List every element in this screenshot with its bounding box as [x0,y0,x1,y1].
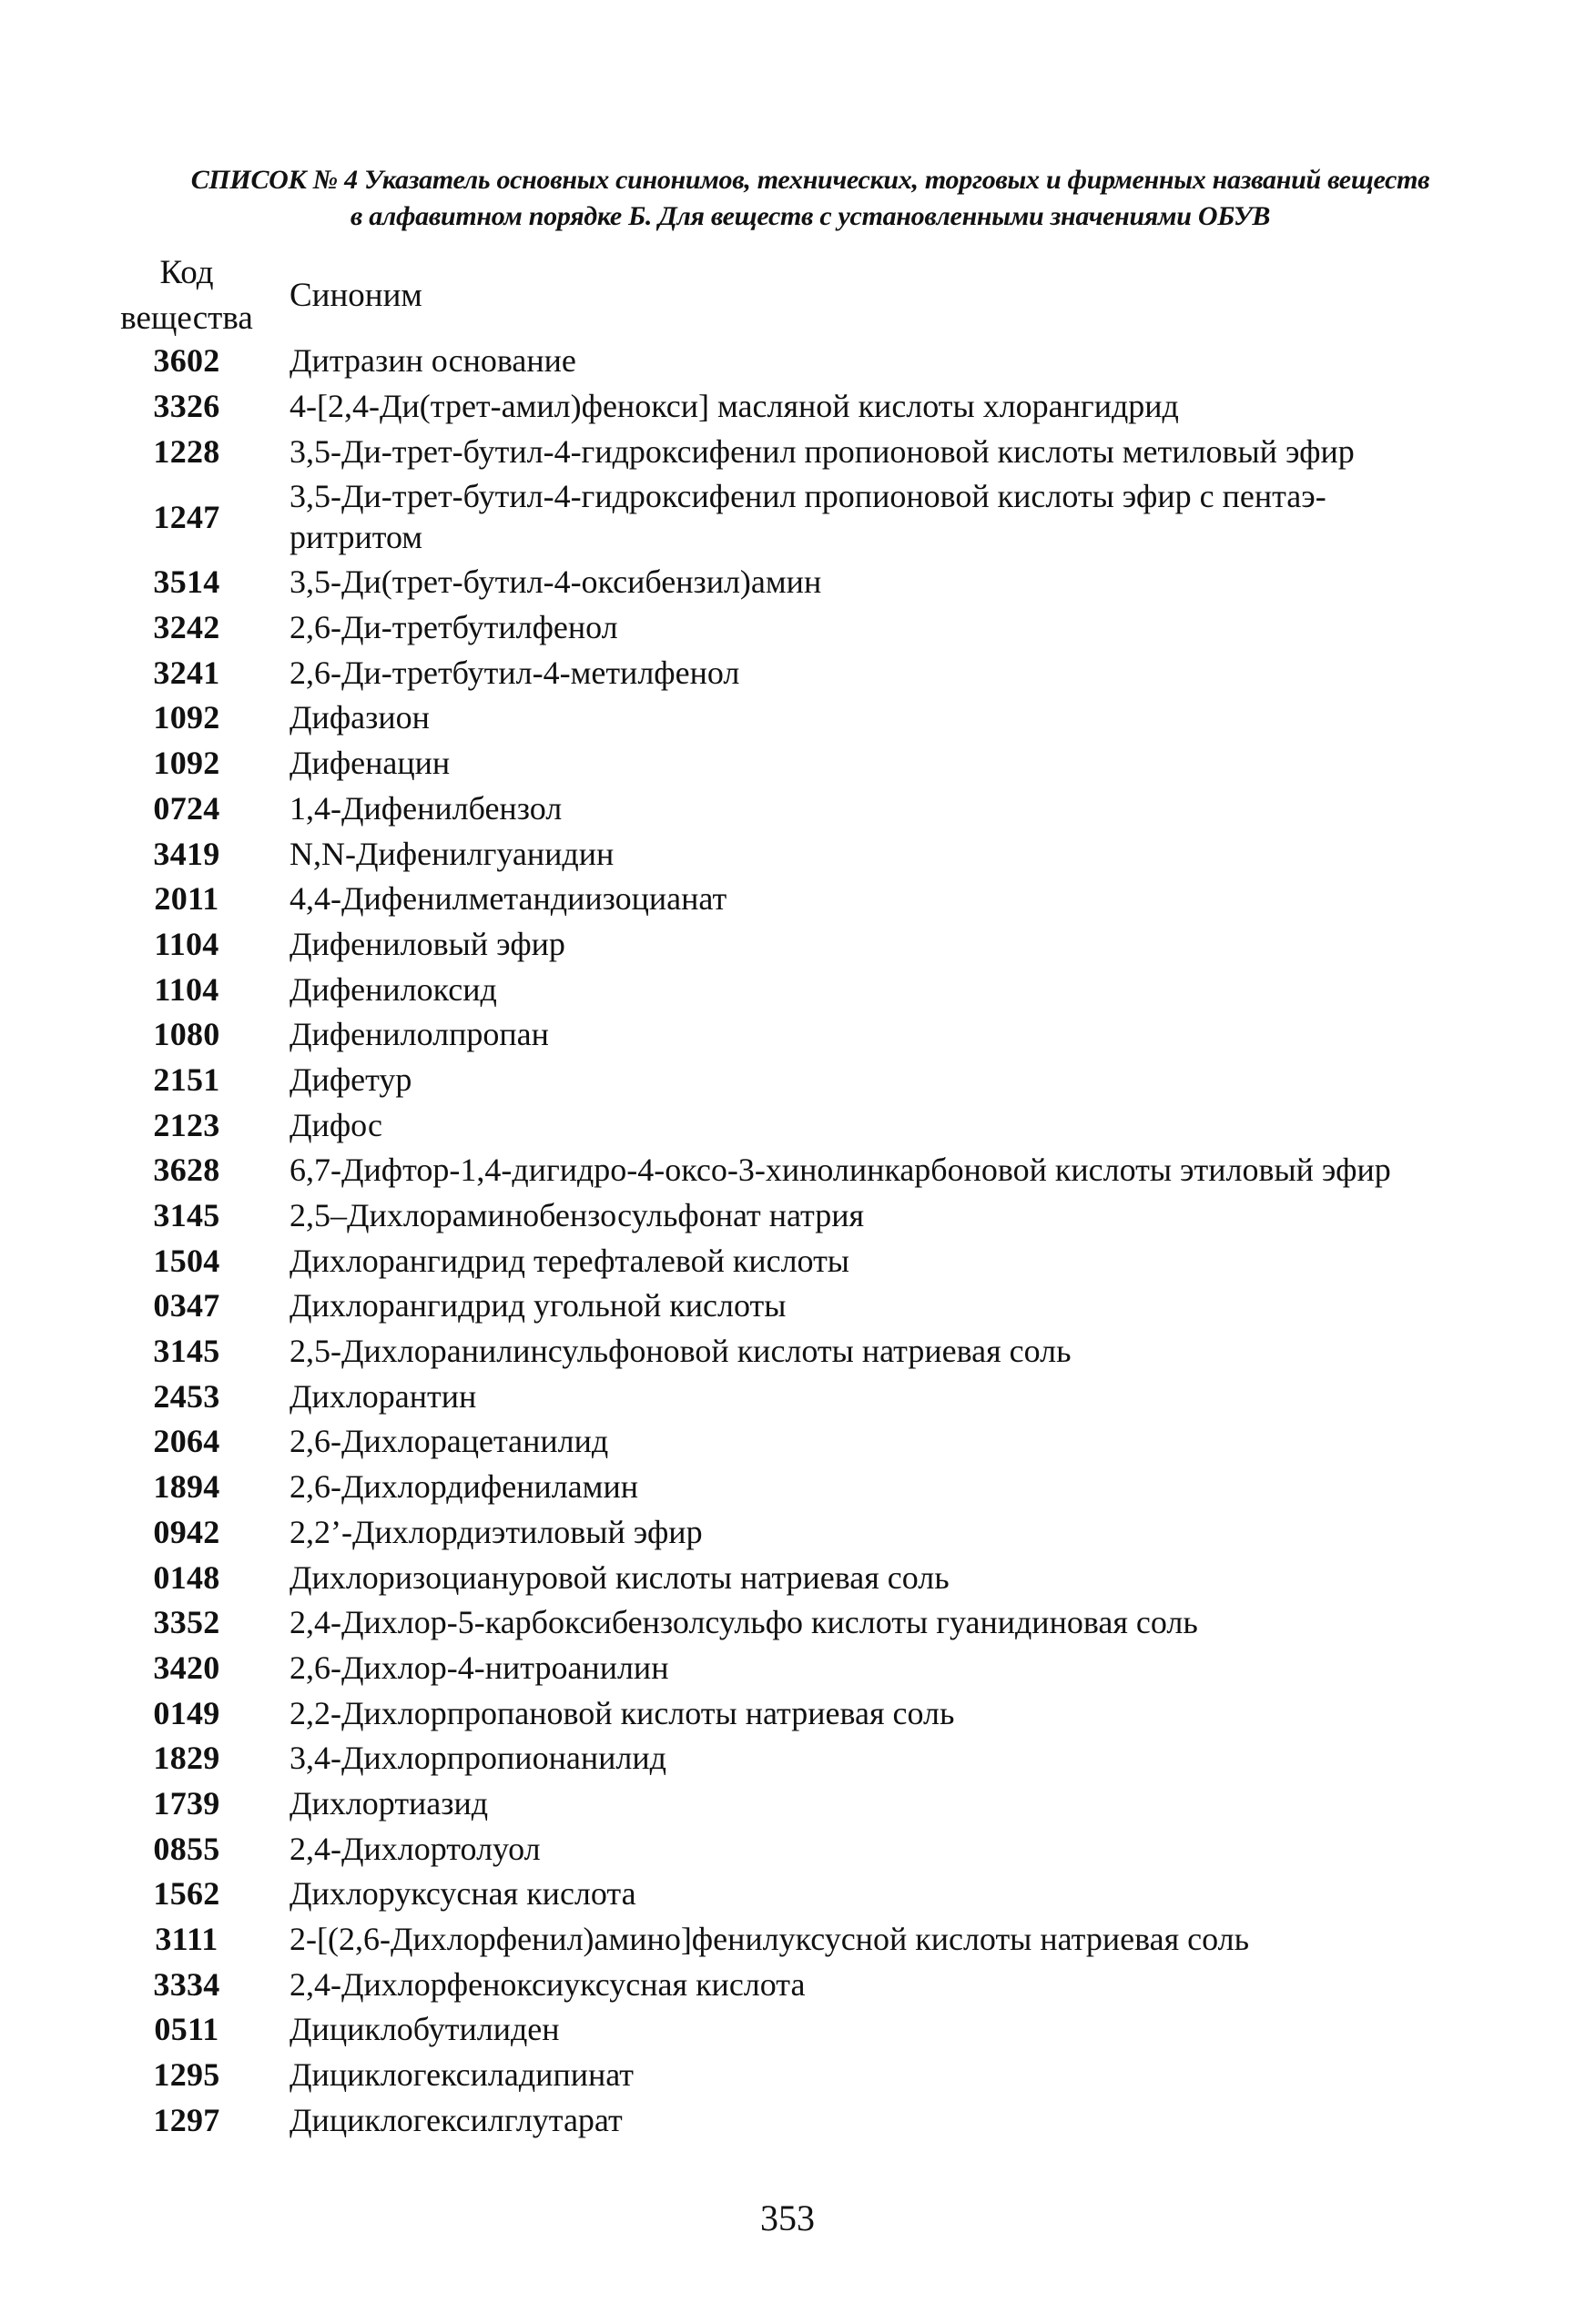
substance-code: 3242 [153,609,220,646]
synonym-text: Дихлорангидрид терефталевой кислоты [290,1242,849,1279]
substance-code: 1739 [153,1784,220,1822]
synonym-text: 2,6-Ди-третбутил-4-метилфенол [290,654,740,691]
table-row [109,1374,1438,1419]
substance-code: 1080 [153,1016,220,1053]
substance-code: 1562 [153,1875,220,1913]
substance-code: 1295 [153,2056,220,2094]
table-row [109,2097,1438,2143]
table-row [109,1826,1438,1872]
table-row [109,787,1438,832]
table-row [109,831,1438,877]
list-title [182,162,1438,235]
table-row [109,2007,1438,2053]
substance-code: 1894 [153,1468,220,1506]
substance-code: 1228 [153,432,220,470]
substance-code: 3334 [153,1965,220,2003]
table-row [109,1690,1438,1736]
substance-code: 0511 [154,2011,219,2048]
synonym-text: Дихлоруксусная кислота [290,1875,636,1913]
substance-code: 1829 [153,1740,220,1777]
table-row [109,967,1438,1012]
substance-code: 1092 [153,745,220,782]
table-row [109,1012,1438,1058]
substance-code: 0942 [153,1513,220,1550]
substance-code: 0148 [153,1558,220,1596]
header-code-line1: Код [159,254,214,291]
page-number: 353 [760,2197,815,2238]
synonym-text: Дихлорантин [290,1377,477,1415]
table-row [109,2053,1438,2098]
synonym-text: Дифазион [290,699,430,736]
table-row [109,384,1438,430]
substance-code: 0855 [153,1830,220,1867]
synonym-text: 2-[(2,6-Дихлорфенил)амино]фенилуксусной кислоты натриевая соль [290,1921,1250,1958]
table-row [109,605,1438,651]
table-header [109,250,1438,341]
synonym-text: 4-[2,4-Ди(трет-амил)фенокси] масляной кислоты хлорангидрид [290,388,1179,425]
table-row [109,1329,1438,1375]
synonym-text: Дифетур [290,1061,412,1098]
substance-code: 3111 [155,1921,218,1958]
synonym-text: 2,4-Дихлорфеноксиуксусная кислота [290,1965,806,2003]
synonym-text: Дифенилоксид [290,970,497,1008]
synonym-text: 1,4-Дифенилбензол [290,789,563,827]
table-row [109,650,1438,695]
table-row [109,1600,1438,1646]
table-row [109,1917,1438,1963]
table-row [109,429,1438,474]
synonym-text: 2,2-Дихлорпропановой кислоты натриевая соль [290,1694,955,1731]
substance-code: 1104 [154,925,219,962]
substance-code: 0149 [153,1694,220,1731]
table-row [109,695,1438,741]
synonym-text: Дитразин основание [290,342,576,380]
header-code-column [109,250,264,341]
substance-code: 1504 [153,1242,220,1279]
list-title-line2: в алфавитном порядке Б. Для веществ с установленными значениями ОБУВ [350,201,1271,231]
synonym-text: 3,4-Дихлорпропионанилид [290,1740,666,1777]
substance-code: 3352 [153,1604,220,1641]
synonym-text: Дициклогексилглутарат [290,2101,623,2138]
synonym-text: 6,7-Дифтор-1,4-дигидро-4-оксо-3-хинолинкарбоновой кислоты этиловый эфир [290,1152,1391,1189]
synonym-table [109,339,1438,2143]
synonym-text: 2,6-Дихлорацетанилид [290,1423,609,1460]
table-row [109,1058,1438,1103]
synonym-text: Дициклобутилиден [290,2011,560,2048]
substance-code: 3628 [153,1152,220,1189]
synonym-text: N,N-Дифенилгуанидин [290,835,615,872]
synonym-text: 4,4-Дифенилметандиизоцианат [290,880,727,918]
synonym-text: 2,6-Ди-третбутилфенол [290,609,618,646]
substance-code: 3241 [153,654,220,691]
substance-code: 3602 [153,342,220,380]
table-row [109,1646,1438,1691]
synonym-text: Дихлорангидрид угольной кислоты [290,1287,787,1324]
synonym-text: Дифос [290,1106,383,1143]
synonym-text: Дифенацин [290,745,451,782]
synonym-text: Дифениловый эфир [290,925,565,962]
table-row [109,339,1438,384]
table-row [109,1736,1438,1781]
table-row [109,1238,1438,1284]
table-row [109,1102,1438,1148]
synonym-text: 3,5-Ди(трет-бутил-4-оксибензил)амин [290,563,822,601]
substance-code: 2453 [153,1377,220,1415]
substance-code: 3419 [153,835,220,872]
synonym-text: 2,6-Дихлордифениламин [290,1468,638,1506]
table-row [109,1962,1438,2007]
table-row [109,1419,1438,1465]
substance-code: 3514 [153,563,220,601]
synonym-text: Дициклогексиладипинат [290,2056,635,2094]
table-row [109,1193,1438,1239]
substance-code: 1297 [153,2101,220,2138]
table-row [109,1284,1438,1329]
table-row [109,474,1438,560]
synonym-text: 2,2’-Дихлордиэтиловый эфир [290,1513,703,1550]
substance-code: 1092 [153,699,220,736]
table-row [109,1555,1438,1600]
table-row [109,1465,1438,1510]
synonym-text: Дихлортиазид [290,1784,489,1822]
substance-code: 2011 [154,880,219,918]
synonym-text: Дифенилолпропан [290,1016,549,1053]
substance-code: 0347 [153,1287,220,1324]
table-row [109,1148,1438,1193]
table-row [109,741,1438,787]
table-row [109,877,1438,922]
substance-code: 2123 [153,1106,220,1143]
substance-code: 3145 [153,1197,220,1234]
synonym-text: Дихлоризоциануровой кислоты натриевая соль [290,1558,950,1596]
header-code-line2: вещества [120,299,253,337]
table-row [109,1872,1438,1917]
substance-code: 2064 [153,1423,220,1460]
header-synonym-column: Синоним [290,277,422,314]
table-row [109,560,1438,605]
substance-code: 1104 [154,970,219,1008]
substance-code: 2151 [153,1061,220,1098]
synonym-text: 2,5-Дихлоранилинсульфоновой кислоты натриевая соль [290,1333,1072,1370]
list-title-line1: СПИСОК № 4 Указатель основных синонимов, технических, торговых и фирменных названий веществ [190,165,1430,195]
synonym-text: 2,4-Дихлортолуол [290,1830,541,1867]
table-row [109,1781,1438,1827]
synonym-text: 2,4-Дихлор-5-карбоксибензолсульфо кислоты гуанидиновая соль [290,1604,1198,1641]
synonym-text: 2,6-Дихлор-4-нитроанилин [290,1649,669,1686]
synonym-text: 3,5-Ди-трет-бутил-4-гидроксифенил пропионовой кислоты эфир с пентаэ-ритритом [290,478,1326,556]
table-row [109,922,1438,968]
synonym-text: 2,5–Дихлораминобензосульфонат натрия [290,1197,865,1234]
substance-code: 3420 [153,1649,220,1686]
substance-code: 0724 [153,789,220,827]
substance-code: 1247 [153,498,220,535]
substance-code: 3326 [153,388,220,425]
table-row [109,1510,1438,1556]
synonym-text: 3,5-Ди-трет-бутил-4-гидроксифенил пропионовой кислоты метиловый эфир [290,432,1355,470]
substance-code: 3145 [153,1333,220,1370]
